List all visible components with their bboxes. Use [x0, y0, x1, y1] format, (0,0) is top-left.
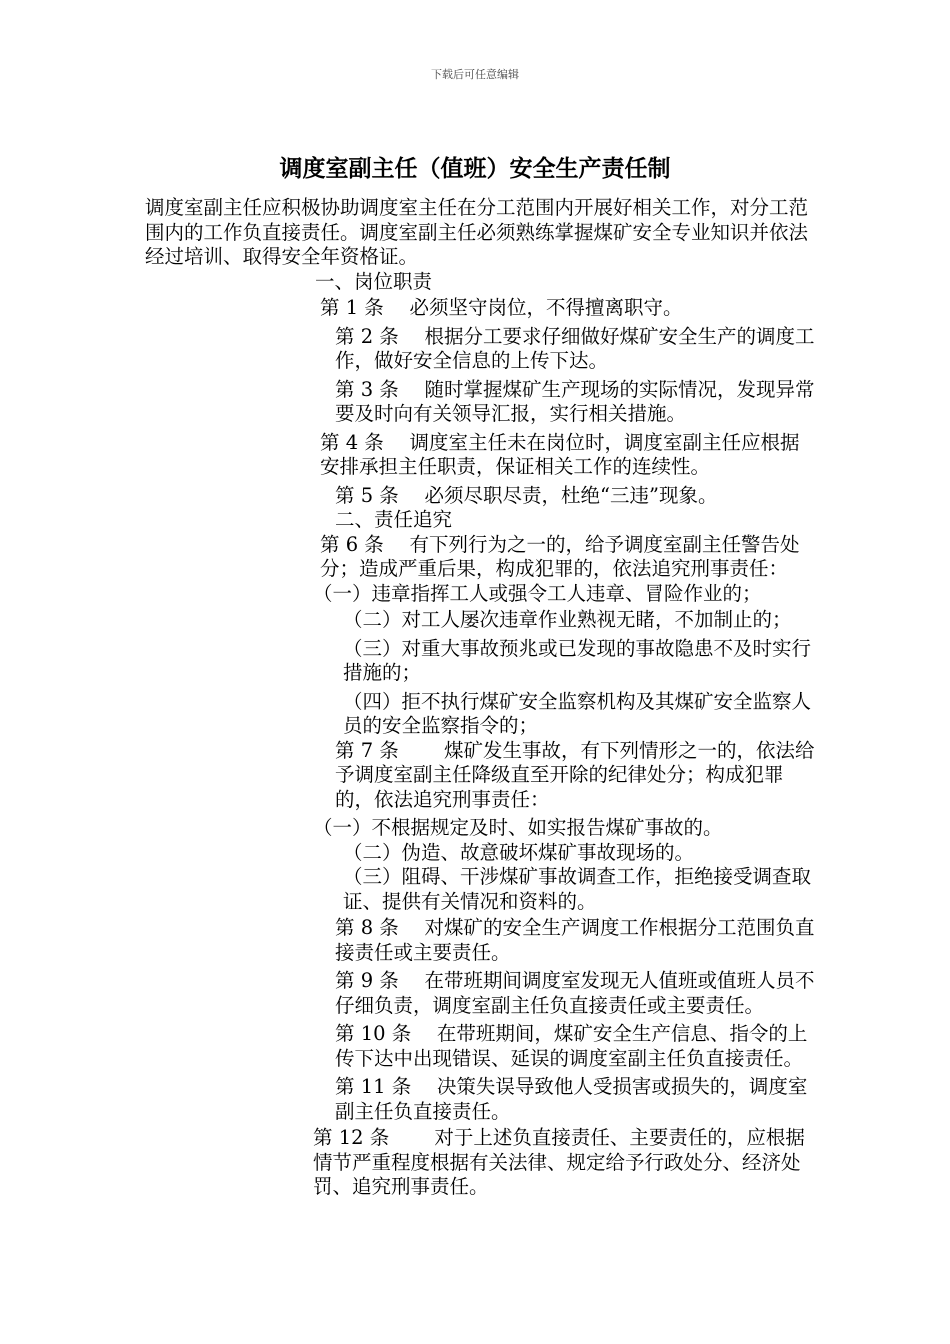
article-7-item-1: （一）不根据规定及时、如实报告煤矿事故的。	[313, 816, 723, 839]
section-heading-duties: 一、岗位职责	[315, 269, 433, 293]
section-heading-liability: 二、责任追究	[335, 508, 453, 531]
document-body	[145, 196, 815, 1200]
article-5: 第 5 条 必须尽职尽责，杜绝“三违”现象。	[335, 483, 718, 507]
document-title: 调度室副主任（值班）安全生产责任制	[279, 156, 671, 182]
article-6-item-3: （三）对重大事故预兆或已发现的事故隐患不及时实行措施的；	[343, 636, 812, 684]
article-6-item-4: （四）拒不执行煤矿安全监察机构及其煤矿安全监察人员的安全监察指令的；	[343, 689, 812, 737]
article-6-item-2: （二）对工人屡次违章作业熟视无睹，不加制止的；	[343, 608, 792, 631]
article-10: 第 10 条 在带班期间，煤矿安全生产信息、指令的上传下达中出现错误、延误的调度室副主任负直接责任。	[335, 1022, 808, 1070]
intro-paragraph: 调度室副主任应积极协助调度室主任在分工范围内开展好相关工作，对分工范围内的工作负直接责任。调度室副主任必须熟练掌握煤矿安全专业知识并依法经过培训、取得安全年资格证。	[145, 196, 809, 268]
article-7: 第 7 条 煤矿发生事故，有下列情形之一的，依法给予调度室副主任降级直至开除的纪律处分；构成犯罪的，依法追究刑事责任：	[335, 738, 815, 811]
article-7-item-3: （三）阻碍、干涉煤矿事故调查工作，拒绝接受调查取证、提供有关情况和资料的。	[343, 865, 812, 913]
article-12: 第 12 条 对于上述负直接责任、主要责任的，应根据情节严重程度根据有关法律、规定给予行政处分、经济处罚、追究刑事责任。	[313, 1126, 805, 1198]
article-4: 第 4 条 调度室主任未在岗位时，调度室副主任应根据安排承担主任职责，保证相关工作的连续性。	[320, 430, 800, 478]
article-1: 第 1 条 必须坚守岗位，不得擅离职守。	[320, 296, 683, 319]
article-11: 第 11 条 决策失误导致他人受损害或损失的，调度室副主任负直接责任。	[335, 1075, 808, 1123]
article-7-item-2: （二）伪造、故意破坏煤矿事故现场的。	[343, 840, 695, 864]
article-9: 第 9 条 在带班期间调度室发现无人值班或值班人员不仔细负责，调度室副主任负直接责任或主要责任。	[335, 969, 815, 1017]
article-2: 第 2 条 根据分工要求仔细做好煤矿安全生产的调度工作，做好安全信息的上传下达。	[335, 324, 815, 372]
article-8: 第 8 条 对煤矿的安全生产调度工作根据分工范围负直接责任或主要责任。	[335, 916, 815, 964]
header-note: 下载后可任意编辑	[431, 68, 519, 81]
article-6-item-1: （一）违章指挥工人或强令工人违章、冒险作业的；	[313, 581, 762, 605]
article-3: 第 3 条 随时掌握煤矿生产现场的实际情况，发现异常要及时向有关领导汇报，实行相关措施。	[335, 377, 815, 425]
article-6: 第 6 条 有下列行为之一的，给予调度室副主任警告处分；造成严重后果，构成犯罪的，依法追究刑事责任：	[320, 532, 800, 580]
